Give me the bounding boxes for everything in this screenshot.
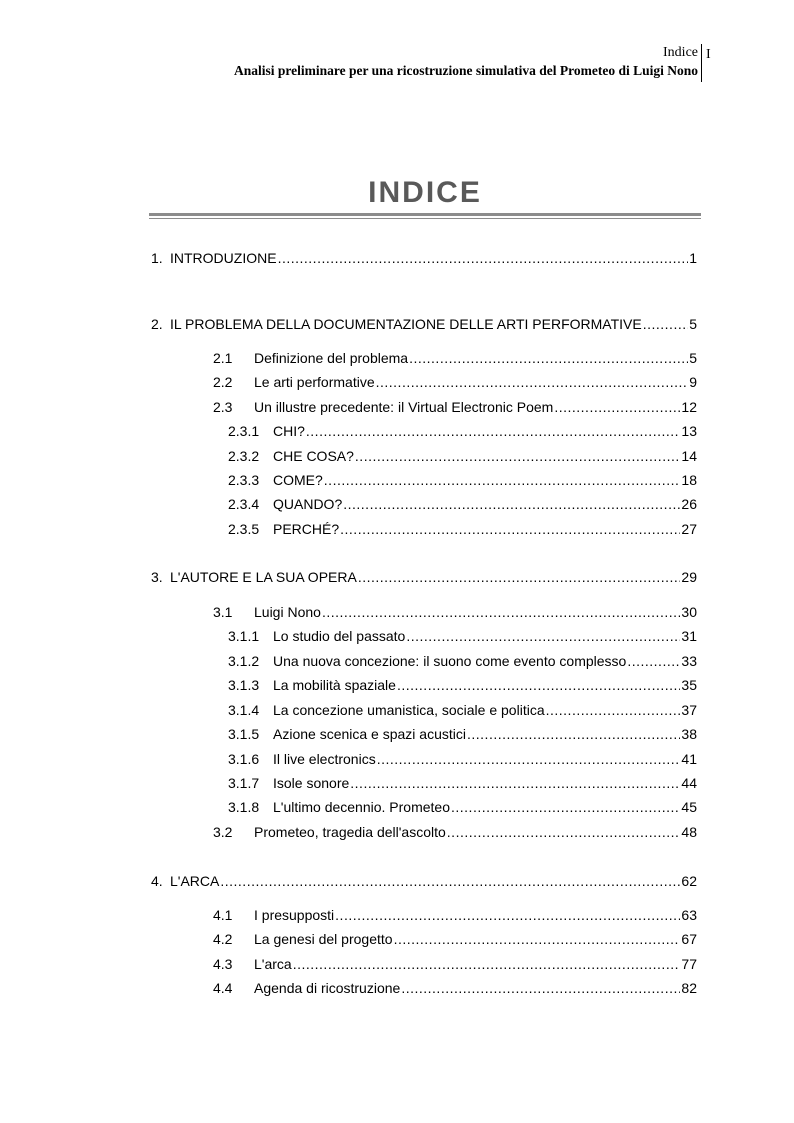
- toc-leader-dots: [306, 421, 681, 441]
- toc-entry-page: 29: [681, 569, 697, 585]
- toc-leader-dots: [397, 675, 680, 695]
- toc-entry-line: [254, 822, 697, 842]
- title-rule-thick: [149, 213, 701, 216]
- toc-leader-dots: [554, 397, 680, 417]
- toc-entry-number: 4.3: [213, 956, 233, 972]
- toc-leader-dots: [278, 248, 689, 268]
- toc-entry-number: 4.: [151, 873, 163, 889]
- toc-entry-title: IL PROBLEMA DELLA DOCUMENTAZIONE DELLE ARTI PERFORMATIVE: [170, 316, 642, 332]
- toc-entry[interactable]: [0, 421, 794, 441]
- toc-entry-line: [254, 397, 697, 417]
- toc-entry-line: [170, 871, 697, 891]
- toc-entry-line: [254, 372, 697, 392]
- toc-entry[interactable]: [0, 905, 794, 925]
- toc-entry-number: 2.: [151, 316, 163, 332]
- toc-entry-number: 2.1: [213, 350, 233, 366]
- toc-entry[interactable]: [0, 567, 794, 587]
- toc-entry-number: 4.1: [213, 907, 233, 923]
- toc-entry-page: 18: [681, 472, 697, 488]
- toc-entry-number: 2.3.2: [228, 448, 260, 464]
- toc-entry-title: Agenda di ricostruzione: [254, 980, 401, 996]
- toc-entry-page: 30: [681, 604, 697, 620]
- toc-entry-title: Luigi Nono: [254, 604, 321, 620]
- title-rule-thin: [149, 218, 701, 219]
- toc-leader-dots: [335, 905, 680, 925]
- toc-leader-dots: [220, 871, 680, 891]
- toc-entry-number: 3.1.7: [228, 775, 260, 791]
- toc-entry-page: 31: [681, 628, 697, 644]
- toc-entry-number: 3.1.4: [228, 702, 260, 718]
- toc-entry[interactable]: [0, 248, 794, 268]
- toc-entry-line: [273, 773, 697, 793]
- toc-entry[interactable]: [0, 372, 794, 392]
- toc-entry-title: Isole sonore: [273, 775, 350, 791]
- toc-entry-line: [254, 954, 697, 974]
- toc-entry[interactable]: [0, 929, 794, 949]
- toc-entry-number: 3.: [151, 569, 163, 585]
- toc-entry-title: La mobilità spaziale: [273, 677, 396, 693]
- toc-entry-title: INTRODUZIONE: [170, 250, 277, 266]
- toc-leader-dots: [467, 724, 680, 744]
- toc-entry-title: L'ARCA: [170, 873, 220, 889]
- toc-leader-dots: [401, 978, 680, 998]
- toc-entry-number: 3.1.3: [228, 677, 260, 693]
- header-divider: [701, 44, 702, 82]
- toc-entry-number: 3.1.2: [228, 653, 260, 669]
- toc-entry-title: L'AUTORE E LA SUA OPERA: [170, 569, 357, 585]
- toc-leader-dots: [343, 494, 680, 514]
- toc-entry-number: 3.2: [213, 824, 233, 840]
- toc-leader-dots: [322, 602, 680, 622]
- toc-entry-line: [273, 675, 697, 695]
- toc-entry-page: 41: [681, 751, 697, 767]
- toc-entry-line: [254, 602, 697, 622]
- toc-entry-number: 3.1: [213, 604, 233, 620]
- toc-entry-page: 33: [681, 653, 697, 669]
- toc-entry-number: 4.4: [213, 980, 233, 996]
- toc-entry-page: 5: [689, 316, 697, 332]
- toc-entry-page: 12: [681, 399, 697, 415]
- toc-entry-page: 44: [681, 775, 697, 791]
- toc-entry-title: Lo studio del passato: [273, 628, 406, 644]
- toc-entry-page: 48: [681, 824, 697, 840]
- toc-entry-number: 4.2: [213, 931, 233, 947]
- toc-entry-number: 3.1.5: [228, 726, 260, 742]
- header-section: Indice: [663, 45, 698, 60]
- toc-entry[interactable]: [0, 348, 794, 368]
- toc-entry-number: 2.3.5: [228, 521, 260, 537]
- toc-entry-line: [273, 470, 697, 490]
- toc-entry-page: 13: [681, 423, 697, 439]
- toc-entry-line: [273, 724, 697, 744]
- toc-entry[interactable]: [0, 651, 794, 671]
- header-page-number: I: [706, 47, 711, 62]
- toc-entry-line: [254, 978, 697, 998]
- toc-entry-title: La concezione umanistica, sociale e politica: [273, 702, 545, 718]
- toc-leader-dots: [377, 749, 681, 769]
- toc-entry-line: [170, 248, 697, 268]
- toc-entry[interactable]: [0, 314, 794, 334]
- toc-entry-line: [273, 446, 697, 466]
- toc-entry-page: 45: [681, 799, 697, 815]
- toc-entry[interactable]: [0, 749, 794, 769]
- toc-entry-page: 62: [681, 873, 697, 889]
- toc-entry-title: Un illustre precedente: il Virtual Electronic Poem: [254, 399, 554, 415]
- toc-entry-title: CHE COSA?: [273, 448, 354, 464]
- running-header: [234, 44, 698, 80]
- toc-entry[interactable]: [0, 871, 794, 891]
- toc-entry-line: [273, 749, 697, 769]
- toc-entry-line: [170, 314, 697, 334]
- toc-entry-page: 82: [681, 980, 697, 996]
- toc-leader-dots: [447, 822, 681, 842]
- toc-entry-number: 2.3.1: [228, 423, 260, 439]
- toc-entry-line: [273, 421, 697, 441]
- toc-entry-page: 9: [689, 374, 697, 390]
- toc-entry-title: COME?: [273, 472, 323, 488]
- toc-entry-line: [273, 519, 697, 539]
- toc-entry[interactable]: [0, 724, 794, 744]
- toc-entry-title: L'ultimo decennio. Prometeo: [273, 799, 450, 815]
- toc-entry-line: [273, 494, 697, 514]
- toc-entry-line: [170, 567, 697, 587]
- toc-entry[interactable]: [0, 675, 794, 695]
- toc-entry-number: 3.1.1: [228, 628, 260, 644]
- toc-entry-line: [254, 929, 697, 949]
- header-subtitle: Analisi preliminare per una ricostruzione simulativa del Prometeo di Luigi Nono: [233, 63, 698, 78]
- toc-entry-title: Le arti performative: [254, 374, 375, 390]
- toc-leader-dots: [355, 446, 681, 466]
- toc-leader-dots: [324, 470, 681, 490]
- toc-entry-page: 67: [681, 931, 697, 947]
- toc-entry-number: 3.1.8: [228, 799, 260, 815]
- toc-leader-dots: [376, 372, 689, 392]
- toc-entry-title: Azione scenica e spazi acustici: [273, 726, 466, 742]
- toc-entry[interactable]: [0, 797, 794, 817]
- toc-leader-dots: [451, 797, 680, 817]
- toc-entry[interactable]: [0, 700, 794, 720]
- toc-leader-dots: [293, 954, 681, 974]
- toc-entry-page: 1: [689, 250, 697, 266]
- toc-entry-title: I presupposti: [254, 907, 335, 923]
- toc-entry-line: [273, 797, 697, 817]
- toc-entry-page: 35: [681, 677, 697, 693]
- toc-entry-line: [254, 348, 697, 368]
- toc-entry-title: L'arca: [254, 956, 292, 972]
- toc-entry-number: 2.2: [213, 374, 233, 390]
- toc-leader-dots: [546, 700, 681, 720]
- toc-leader-dots: [643, 314, 688, 334]
- toc-entry-page: 63: [681, 907, 697, 923]
- toc-entry-title: Prometeo, tragedia dell'ascolto: [254, 824, 446, 840]
- toc-entry[interactable]: [0, 954, 794, 974]
- toc-entry-title: La genesi del progetto: [254, 931, 393, 947]
- toc-entry-line: [273, 651, 697, 671]
- toc-entry-page: 14: [681, 448, 697, 464]
- toc-entry-number: 1.: [151, 250, 163, 266]
- toc-entry-title: QUANDO?: [273, 496, 343, 512]
- page-title: INDICE: [368, 176, 482, 209]
- toc-entry[interactable]: [0, 602, 794, 622]
- toc-leader-dots: [627, 651, 680, 671]
- toc-entry-line: [254, 905, 697, 925]
- toc-entry-title: Una nuova concezione: il suono come evento complesso: [273, 653, 627, 669]
- toc-entry-number: 2.3: [213, 399, 233, 415]
- toc-entry-line: [273, 700, 697, 720]
- toc-entry-page: 38: [681, 726, 697, 742]
- toc-entry-title: Il live electronics: [273, 751, 376, 767]
- toc-leader-dots: [406, 626, 680, 646]
- toc-entry-page: 5: [689, 350, 697, 366]
- toc-leader-dots: [350, 773, 680, 793]
- toc-entry-page: 37: [681, 702, 697, 718]
- toc-entry-number: 2.3.3: [228, 472, 260, 488]
- toc-leader-dots: [394, 929, 681, 949]
- toc-entry-page: 26: [681, 496, 697, 512]
- toc-entry[interactable]: [0, 626, 794, 646]
- toc-entry-number: 3.1.6: [228, 751, 260, 767]
- toc-entry-page: 77: [681, 956, 697, 972]
- toc-entry[interactable]: [0, 470, 794, 490]
- toc-entry-line: [273, 626, 697, 646]
- toc-leader-dots: [340, 519, 680, 539]
- toc-entry[interactable]: [0, 397, 794, 417]
- toc-entry[interactable]: [0, 446, 794, 466]
- toc-entry-title: PERCHÉ?: [273, 521, 340, 537]
- toc-entry-title: CHI?: [273, 423, 305, 439]
- toc-leader-dots: [358, 567, 681, 587]
- toc-entry[interactable]: [0, 494, 794, 514]
- toc-leader-dots: [409, 348, 688, 368]
- toc-entry-number: 2.3.4: [228, 496, 260, 512]
- toc-entry[interactable]: [0, 519, 794, 539]
- toc-entry-page: 27: [681, 521, 697, 537]
- toc-entry[interactable]: [0, 822, 794, 842]
- toc-entry[interactable]: [0, 773, 794, 793]
- toc-entry[interactable]: [0, 978, 794, 998]
- toc-entry-title: Definizione del problema: [254, 350, 409, 366]
